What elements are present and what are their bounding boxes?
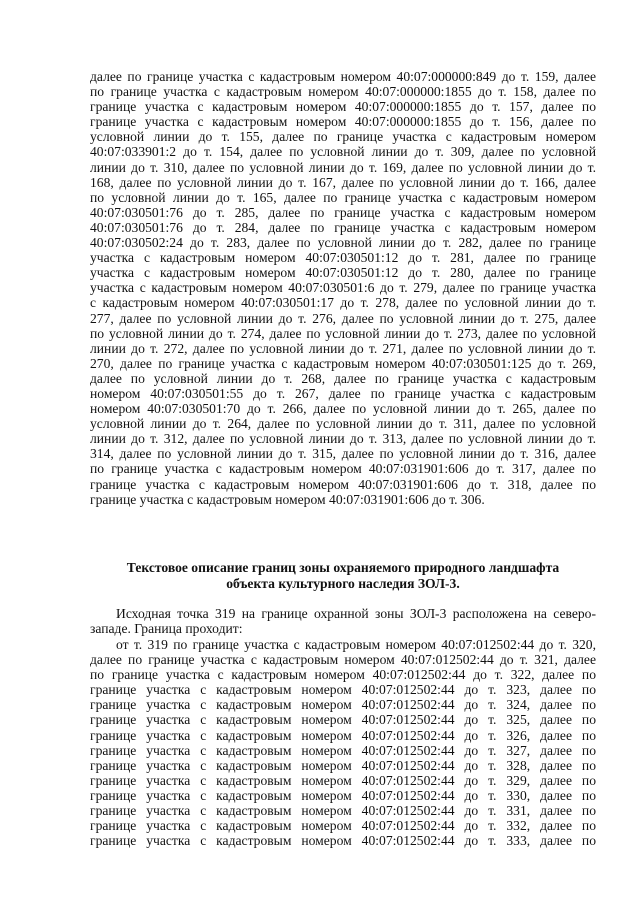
text-line: западе. Граница проходит: — [90, 621, 243, 637]
text-line: условной линии до т. 264, далее по условной линии до т. 311, далее по условной — [90, 416, 596, 432]
starting-point-paragraph — [90, 606, 596, 636]
text-line: границе участка с кадастровым номером 40:07:012502:44 до т. 323, далее по — [90, 682, 596, 698]
text-line: линии до т. 312, далее по условной линии до т. 313, далее по условной линии до т. — [90, 431, 596, 447]
text-line: линии до т. 310, далее по условной линии до т. 169, далее по условной линии до т. — [90, 159, 596, 175]
text-line: 270, далее по границе участка с кадастровым номером 40:07:030501:125 до т. 269, — [90, 355, 596, 371]
text-line: 168, далее по условной линии до т. 167, далее по условной линии до т. 166, далее — [90, 174, 596, 190]
text-line: далее по границе участка с кадастровым номером 40:07:000000:849 до т. 159, далее — [90, 69, 596, 84]
text-line: по границе участка с кадастровым номером 40:07:000000:1855 до т. 158, далее по — [90, 84, 596, 100]
text-line: границе участка с кадастровым номером 40:07:012502:44 до т. 326, далее по — [90, 727, 596, 743]
text-line: номером 40:07:030501:70 до т. 266, далее по условной линии до т. 265, далее по — [90, 401, 596, 417]
text-line: границе участка с кадастровым номером 40:07:031901:606 до т. 306. — [90, 491, 485, 507]
boundary-description-paragraph — [90, 69, 596, 507]
text-line: участка с кадастровым номером 40:07:030501:12 до т. 281, далее по границе — [90, 250, 596, 266]
text-line: Исходная точка 319 на границе охранной зоны ЗОЛ-3 расположена на северо- — [116, 606, 596, 621]
text-line: границе участка с кадастровым номером 40:07:012502:44 до т. 329, далее по — [90, 772, 596, 788]
text-line: условной линии до т. 155, далее по границе участка с кадастровым номером — [90, 129, 596, 145]
text-line: далее по условной линии до т. 268, далее по границе участка с кадастровым — [90, 370, 596, 386]
text-line: по условной линии до т. 165, далее по границе участка с кадастровым номером — [90, 189, 596, 205]
text-line: 277, далее по условной линии до т. 276, далее по условной линии до т. 275, далее — [90, 310, 596, 326]
text-line: границе участка с кадастровым номером 40:07:012502:44 до т. 324, далее по — [90, 697, 596, 713]
text-line: 40:07:030501:76 до т. 285, далее по границе участка с кадастровым номером — [90, 204, 596, 220]
text-line: границе участка с кадастровым номером 40:07:012502:44 до т. 331, далее по — [90, 803, 596, 819]
text-line: 40:07:030501:76 до т. 284, далее по границе участка с кадастровым номером — [90, 219, 596, 235]
text-line: границе участка с кадастровым номером 40:07:012502:44 до т. 327, далее по — [90, 742, 596, 758]
text-line: по условной линии до т. 274, далее по условной линии до т. 273, далее по условной — [90, 325, 596, 341]
text-line: границе участка с кадастровым номером 40:07:012502:44 до т. 325, далее по — [90, 712, 596, 728]
text-line: по границе участка с кадастровым номером 40:07:012502:44 до т. 322, далее по — [90, 667, 596, 683]
text-line: далее по границе участка с кадастровым номером 40:07:012502:44 до т. 321, далее — [90, 652, 596, 668]
text-line: от т. 319 по границе участка с кадастровым номером 40:07:012502:44 до т. 320, — [116, 637, 596, 652]
section-heading — [90, 560, 596, 592]
text-line: участка с кадастровым номером 40:07:030501:6 до т. 279, далее по границе участка — [90, 280, 596, 296]
text-line: границе участка с кадастровым номером 40:07:012502:44 до т. 333, далее по — [90, 833, 596, 849]
text-line: границе участка с кадастровым номером 40:07:000000:1855 до т. 157, далее по — [90, 99, 596, 115]
text-line: объекта культурного наследия ЗОЛ-3. — [226, 576, 460, 591]
text-line: границе участка с кадастровым номером 40:07:031901:606 до т. 318, далее по — [90, 476, 596, 492]
text-line: линии до т. 272, далее по условной линии до т. 271, далее по условной линии до т. — [90, 340, 596, 356]
text-line: границе участка с кадастровым номером 40:07:012502:44 до т. 330, далее по — [90, 787, 596, 803]
text-line: 40:07:033901:2 до т. 154, далее по условной линии до т. 309, далее по условной — [90, 144, 596, 160]
route-paragraph — [90, 637, 596, 848]
text-line: границе участка с кадастровым номером 40:07:012502:44 до т. 328, далее по — [90, 757, 596, 773]
text-line: 314, далее по условной линии до т. 315, далее по условной линии до т. 316, далее — [90, 446, 596, 462]
text-line: границе участка с кадастровым номером 40:07:012502:44 до т. 332, далее по — [90, 818, 596, 834]
text-line: участка с кадастровым номером 40:07:030501:12 до т. 280, далее по границе — [90, 265, 596, 281]
text-line: 40:07:030502:24 до т. 283, далее по условной линии до т. 282, далее по границе — [90, 235, 596, 251]
text-line: с кадастровым номером 40:07:030501:17 до т. 278, далее по условной линии до т. — [90, 295, 596, 311]
text-line: Текстовое описание границ зоны охраняемого природного ландшафта — [126, 560, 560, 575]
text-line: границе участка с кадастровым номером 40:07:000000:1855 до т. 156, далее по — [90, 114, 596, 130]
text-line: по границе участка с кадастровым номером 40:07:031901:606 до т. 317, далее по — [90, 461, 596, 477]
text-line: номером 40:07:030501:55 до т. 267, далее по границе участка с кадастровым — [90, 385, 596, 401]
